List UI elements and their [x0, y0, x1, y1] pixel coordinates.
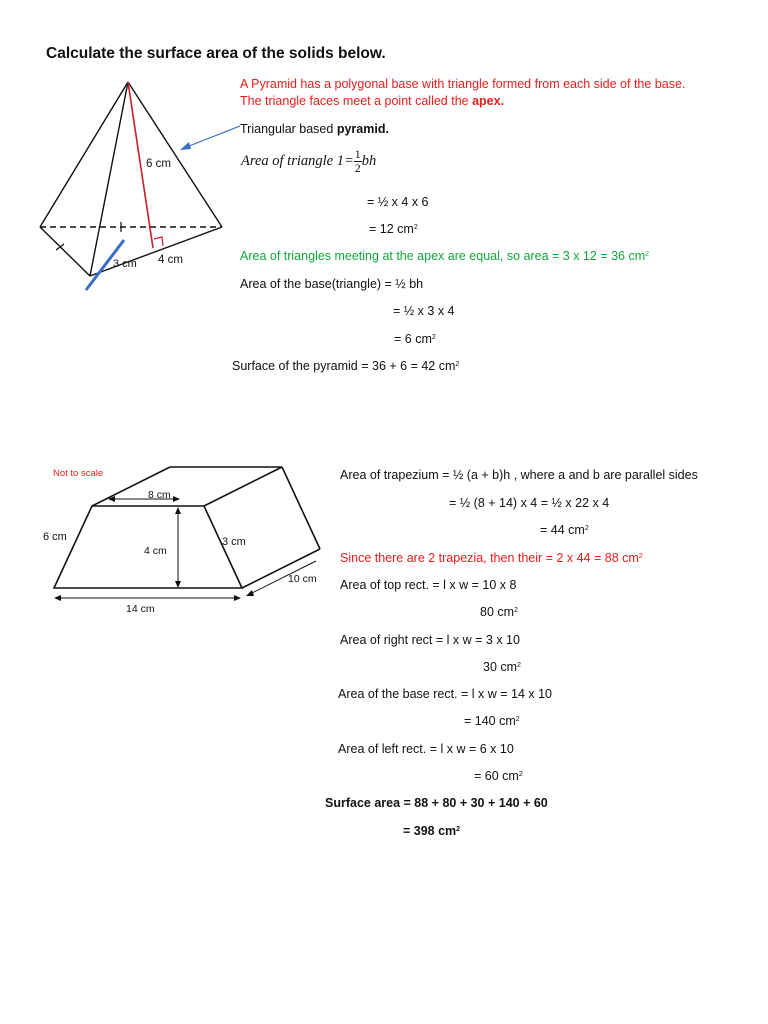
- formula-numerator: 1: [354, 147, 361, 161]
- pyramid-base-edge-left: [40, 227, 90, 276]
- superscript: 2: [638, 553, 643, 560]
- base-rect-area: Area of the base rect. = l x w = 14 x 10: [338, 687, 553, 701]
- formula-lhs: Area of triangle 1=: [241, 152, 354, 169]
- base-label-a: 3 cm: [113, 258, 137, 270]
- superscript: 2: [517, 662, 521, 669]
- arrowhead: [234, 595, 241, 601]
- pyramid-base-edge-right: [90, 227, 222, 276]
- base-step1: = ½ x 3 x 4: [393, 304, 455, 318]
- left-rect-area: Area of left rect. = l x w = 6 x 10: [338, 742, 514, 756]
- right-rect-value-text: 30 cm: [483, 660, 518, 674]
- superscript: 2: [431, 334, 436, 341]
- superscript: 2: [413, 224, 418, 231]
- formula-rhs: bh: [361, 152, 377, 169]
- triangles-sum-text: Area of triangles meeting at the apex are equal, so area = 3 x 12 = 36 cm: [240, 249, 646, 263]
- base-step2: [394, 332, 436, 347]
- pointer-arrow-line: [184, 126, 240, 148]
- pyramid-definition-text: The triangle faces meet a point called the: [240, 94, 473, 108]
- base-rect-value: [464, 714, 520, 729]
- top-rect-area: Area of top rect. = l x w = 10 x 8: [340, 578, 517, 592]
- triangle-step2: [369, 222, 418, 237]
- pointer-arrow-head: [180, 142, 191, 150]
- page-title: Calculate the surface area of the solids below.: [46, 45, 386, 62]
- left-label: 6 cm: [43, 531, 67, 543]
- pyramid-total-text: Surface of the pyramid = 36 + 6 = 42 cm: [232, 359, 456, 373]
- superscript: 2: [514, 607, 518, 614]
- pointer-arrow: [176, 122, 244, 154]
- pyramid-edge-left: [40, 82, 128, 227]
- superscript: 2: [518, 771, 523, 778]
- formula-fraction: [354, 148, 362, 175]
- top-rect-value: [480, 605, 518, 620]
- trapezium-step2: [540, 523, 589, 538]
- prism-diagram: [36, 458, 332, 620]
- top-rect-value-text: 80 cm: [480, 605, 515, 619]
- apex-term: apex.: [472, 94, 505, 108]
- superscript: 2: [456, 826, 461, 833]
- pyramid-type-bold: pyramid.: [336, 122, 389, 136]
- triangle-step2-text: = 12 cm: [369, 222, 414, 236]
- prism-top-right-edge: [204, 467, 282, 506]
- pyramid-edge-right: [128, 82, 222, 227]
- height-label: 6 cm: [146, 158, 171, 170]
- height-label-4cm: 4 cm: [144, 545, 167, 557]
- superscript: 2: [584, 525, 589, 532]
- base-rect-value-text: = 140 cm: [464, 714, 516, 728]
- pyramid-type: [240, 122, 389, 137]
- two-trapezia: [340, 551, 643, 566]
- triangle-area-formula: [241, 148, 376, 175]
- surface-area-sum: Surface area = 88 + 80 + 30 + 140 + 60: [325, 796, 548, 810]
- trapezium-step2-text: = 44 cm: [540, 523, 585, 537]
- surface-area-value: [403, 824, 460, 839]
- pyramid-diagram: [30, 72, 245, 297]
- triangle-step1: = ½ x 4 x 6: [367, 195, 429, 209]
- base-step2-text: = 6 cm: [394, 332, 432, 346]
- trapezium-formula: Area of trapezium = ½ (a + b)h , where a and b are parallel sides: [340, 468, 698, 482]
- base-label-b: 4 cm: [158, 254, 183, 266]
- pyramid-total: [232, 359, 459, 374]
- depth-label: 10 cm: [288, 573, 317, 585]
- left-rect-value: [474, 769, 523, 784]
- bottom-label: 14 cm: [126, 603, 155, 615]
- superscript: 2: [515, 716, 520, 723]
- arrowhead: [54, 595, 61, 601]
- superscript: 2: [645, 251, 650, 258]
- arrowhead: [173, 496, 180, 502]
- surface-area-value-text: = 398 cm: [403, 824, 457, 838]
- pyramid-type-text: Triangular based: [240, 122, 337, 136]
- pyramid-definition-line2: [240, 94, 504, 109]
- base-area: Area of the base(triangle) = ½ bh: [240, 277, 424, 291]
- not-to-scale-note: Not to scale: [53, 468, 104, 479]
- arrowhead: [175, 581, 181, 588]
- formula-denominator: 2: [354, 161, 361, 175]
- triangles-sum: [240, 249, 649, 264]
- arrowhead: [175, 507, 181, 514]
- right-label: 3 cm: [222, 536, 246, 548]
- right-rect-value: [483, 660, 521, 675]
- superscript: 2: [455, 361, 460, 368]
- pyramid-edge-front: [90, 82, 128, 276]
- pyramid-definition-line1: A Pyramid has a polygonal base with triangle formed from each side of the base.: [240, 77, 686, 91]
- left-rect-value-text: = 60 cm: [474, 769, 519, 783]
- top-label: 8 cm: [148, 489, 171, 501]
- prism-back-right-edge: [282, 467, 320, 549]
- trapezium-step1: = ½ (8 + 14) x 4 = ½ x 22 x 4: [449, 496, 610, 510]
- arrowhead: [246, 590, 254, 596]
- two-trapezia-text: Since there are 2 trapezia, then their = 2 x 44 = 88 cm: [340, 551, 639, 565]
- right-rect-area: Area of right rect = l x w = 3 x 10: [340, 633, 520, 647]
- right-angle-mark: [154, 237, 163, 246]
